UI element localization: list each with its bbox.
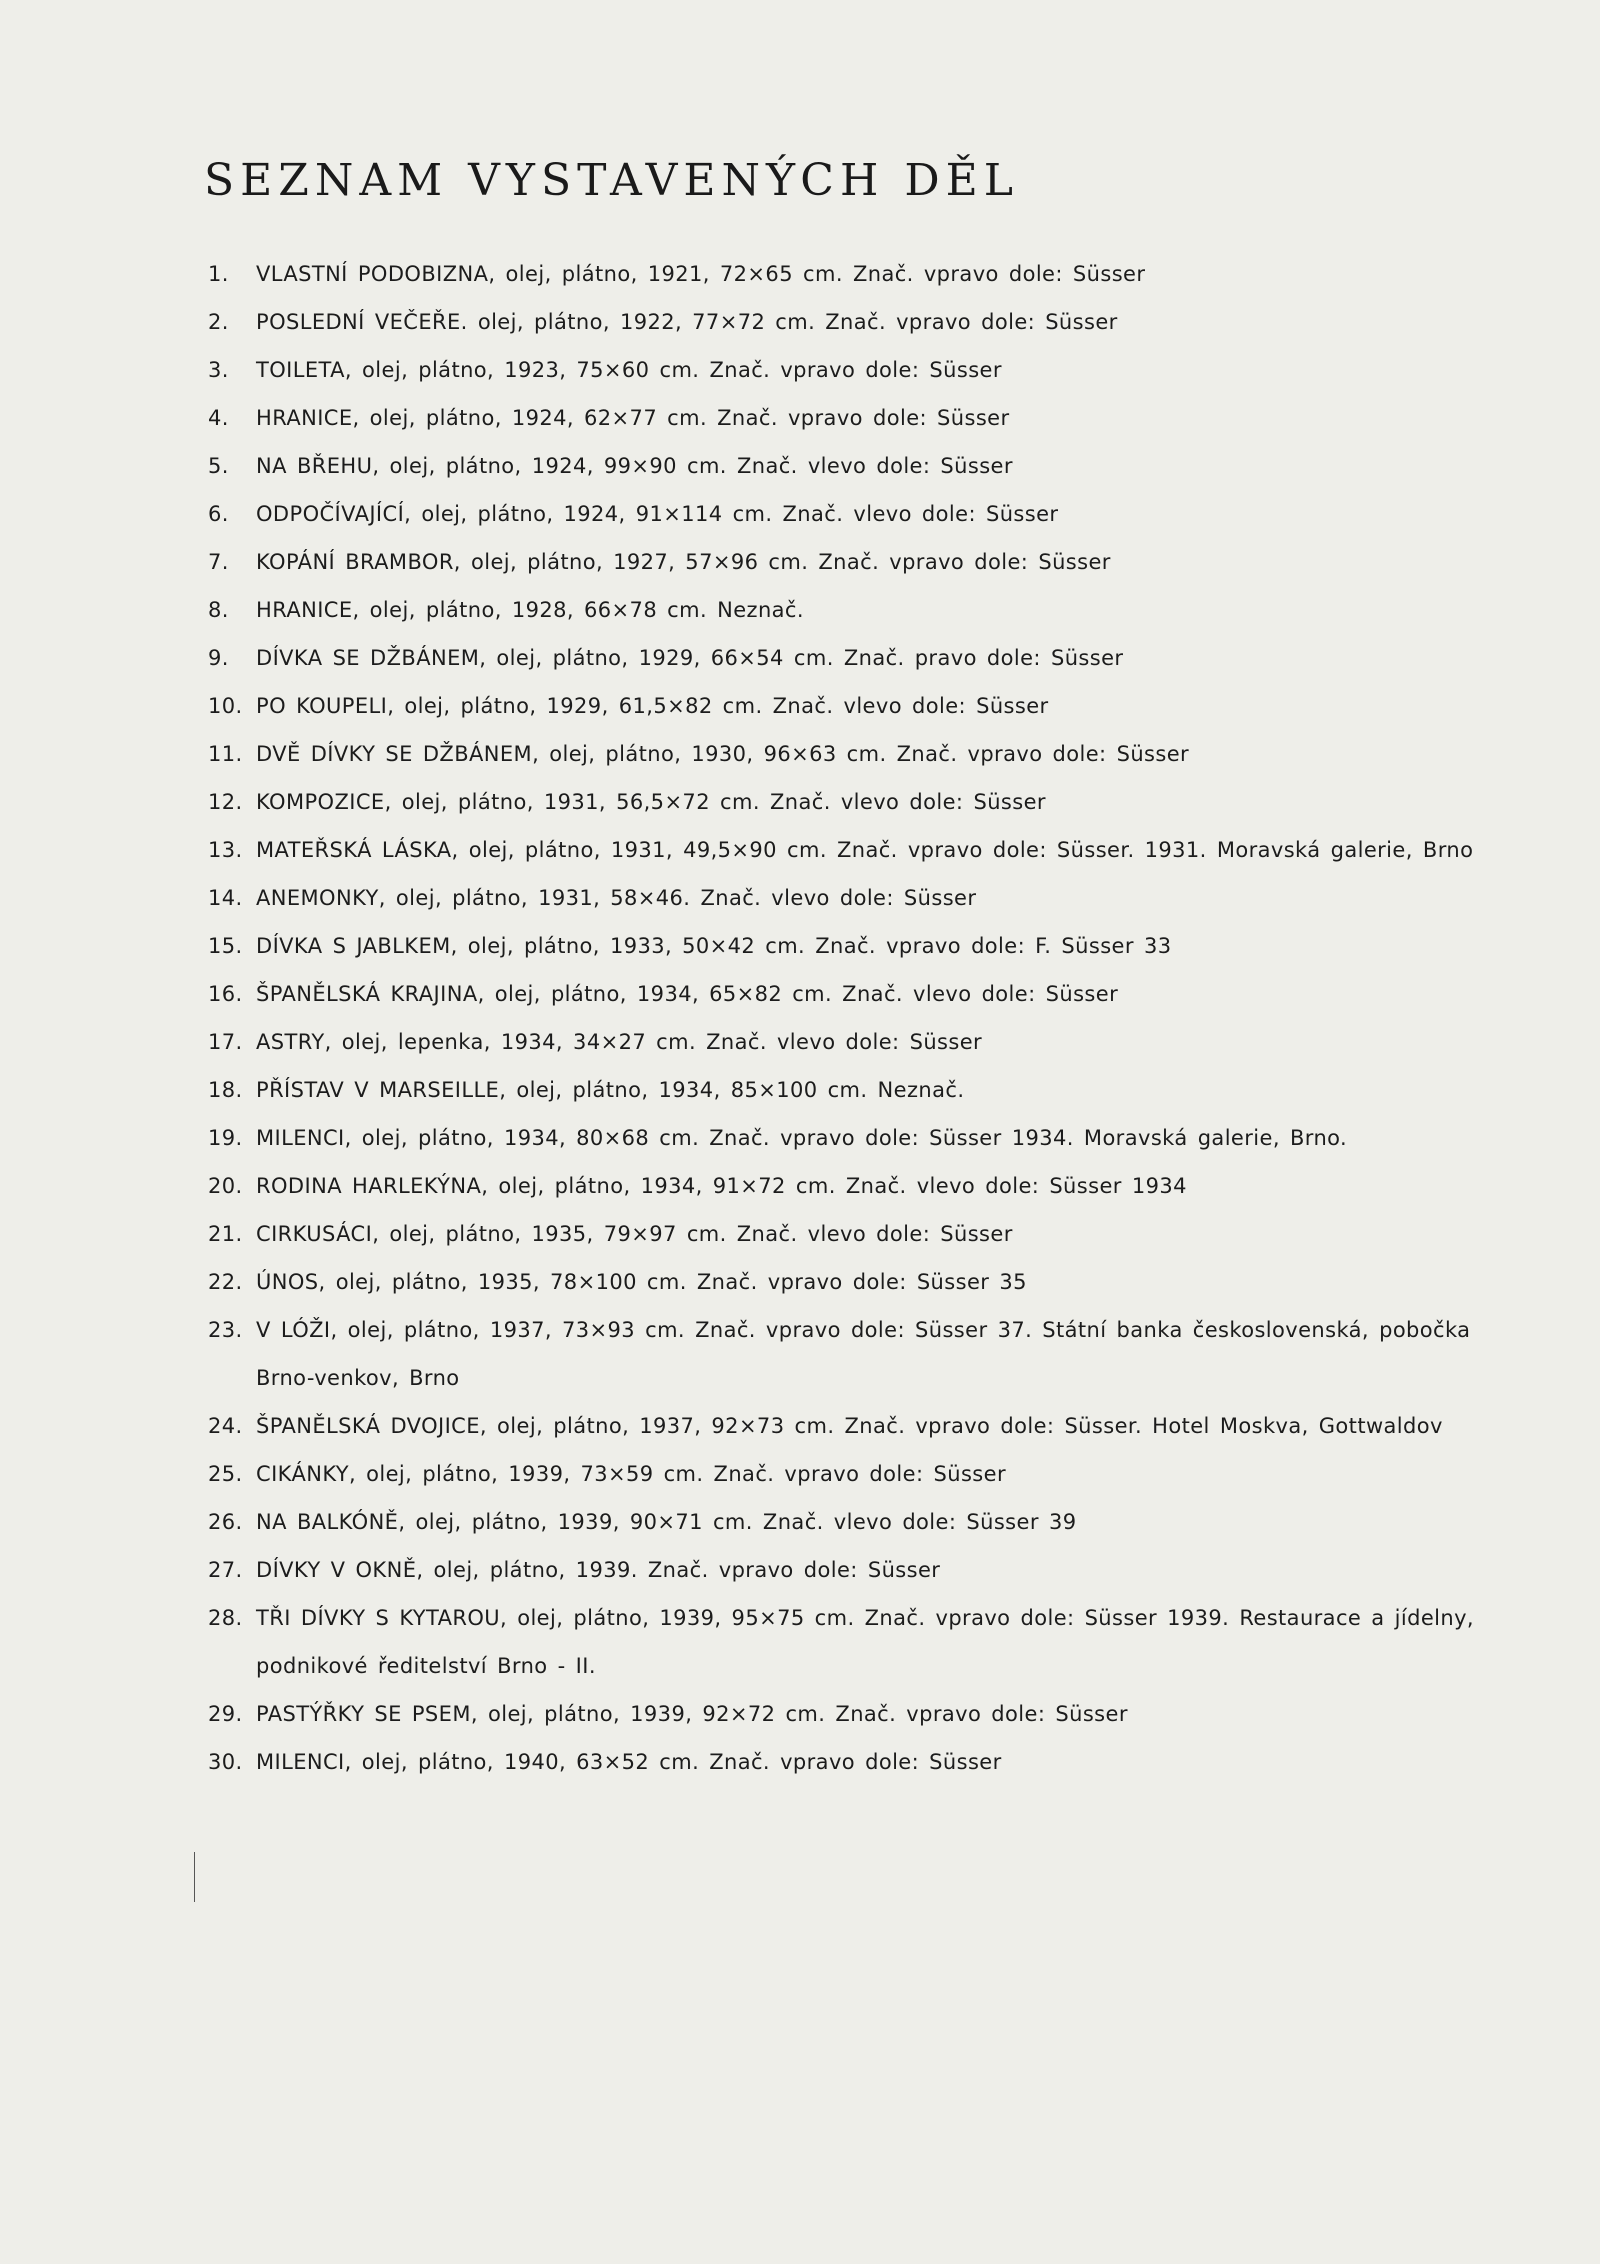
item-text: KOMPOZICE, olej, plátno, 1931, 56,5×72 cm. Znač. vlevo dole: Süsser (256, 790, 1046, 814)
item-number: 6. (208, 502, 229, 526)
list-item (200, 1546, 1500, 1594)
item-number: 15. (208, 934, 243, 958)
list-item (200, 778, 1500, 826)
list-item (200, 1738, 1500, 1786)
list-item (200, 1498, 1500, 1546)
list-item (200, 826, 1500, 874)
list-item (200, 394, 1500, 442)
item-text: NA BŘEHU, olej, plátno, 1924, 99×90 cm. Znač. vlevo dole: Süsser (256, 454, 1013, 478)
item-number: 16. (208, 982, 243, 1006)
list-item (200, 1018, 1500, 1066)
item-text: HRANICE, olej, plátno, 1928, 66×78 cm. Neznač. (256, 598, 804, 622)
item-text: VLASTNÍ PODOBIZNA, olej, plátno, 1921, 72×65 cm. Znač. vpravo dole: Süsser (256, 262, 1146, 286)
item-text: ASTRY, olej, lepenka, 1934, 34×27 cm. Znač. vlevo dole: Süsser (256, 1030, 983, 1054)
list-item (200, 1450, 1500, 1498)
item-number: 7. (208, 550, 229, 574)
item-number: 18. (208, 1078, 243, 1102)
item-number: 21. (208, 1222, 243, 1246)
item-number: 20. (208, 1174, 243, 1198)
item-number: 26. (208, 1510, 243, 1534)
item-text: DÍVKA S JABLKEM, olej, plátno, 1933, 50×42 cm. Znač. vpravo dole: F. Süsser 33 (256, 934, 1172, 958)
works-list (200, 250, 1500, 1786)
item-number: 22. (208, 1270, 243, 1294)
item-number: 30. (208, 1750, 243, 1774)
item-text: RODINA HARLEKÝNA, olej, plátno, 1934, 91×72 cm. Znač. vlevo dole: Süsser 1934 (256, 1174, 1187, 1198)
list-item (200, 874, 1500, 922)
list-item (200, 1306, 1500, 1402)
item-number: 1. (208, 262, 229, 286)
item-number: 11. (208, 742, 243, 766)
item-number: 14. (208, 886, 243, 910)
item-text: POSLEDNÍ VEČEŘE. olej, plátno, 1922, 77×72 cm. Znač. vpravo dole: Süsser (256, 310, 1118, 334)
list-item (200, 1402, 1500, 1450)
item-number: 29. (208, 1702, 243, 1726)
item-text: PASTÝŘKY SE PSEM, olej, plátno, 1939, 92×72 cm. Znač. vpravo dole: Süsser (256, 1702, 1128, 1726)
item-number: 12. (208, 790, 243, 814)
list-item (200, 1258, 1500, 1306)
list-item (200, 1066, 1500, 1114)
list-item (200, 922, 1500, 970)
item-number: 27. (208, 1558, 243, 1582)
list-item (200, 682, 1500, 730)
list-item (200, 250, 1500, 298)
item-text: ANEMONKY, olej, plátno, 1931, 58×46. Znač. vlevo dole: Süsser (256, 886, 977, 910)
item-text: V LÓŽI, olej, plátno, 1937, 73×93 cm. Znač. vpravo dole: Süsser 37. Státní banka československá, pobočka Brno-venkov, Brno (256, 1318, 1471, 1390)
item-number: 13. (208, 838, 243, 862)
item-text: CIKÁNKY, olej, plátno, 1939, 73×59 cm. Znač. vpravo dole: Süsser (256, 1462, 1006, 1486)
item-number: 23. (208, 1318, 243, 1342)
list-item (200, 346, 1500, 394)
item-text: DÍVKY V OKNĚ, olej, plátno, 1939. Znač. vpravo dole: Süsser (256, 1558, 941, 1582)
item-text: PŘÍSTAV V MARSEILLE, olej, plátno, 1934, 85×100 cm. Neznač. (256, 1078, 965, 1102)
item-number: 17. (208, 1030, 243, 1054)
item-text: ODPOČÍVAJÍCÍ, olej, plátno, 1924, 91×114 cm. Znač. vlevo dole: Süsser (256, 502, 1059, 526)
item-number: 28. (208, 1606, 243, 1630)
list-item (200, 442, 1500, 490)
item-text: NA BALKÓNĚ, olej, plátno, 1939, 90×71 cm. Znač. vlevo dole: Süsser 39 (256, 1510, 1077, 1534)
item-text: TŘI DÍVKY S KYTAROU, olej, plátno, 1939, 95×75 cm. Znač. vpravo dole: Süsser 1939. Restaurace a jídelny, podnikové ředitelství Brno - II. (256, 1606, 1475, 1678)
item-text: MATEŘSKÁ LÁSKA, olej, plátno, 1931, 49,5×90 cm. Znač. vpravo dole: Süsser. 1931. Moravská galerie, Brno (256, 838, 1474, 862)
item-number: 10. (208, 694, 243, 718)
list-item (200, 1114, 1500, 1162)
item-text: DÍVKA SE DŽBÁNEM, olej, plátno, 1929, 66×54 cm. Znač. pravo dole: Süsser (256, 646, 1124, 670)
item-text: DVĚ DÍVKY SE DŽBÁNEM, olej, plátno, 1930, 96×63 cm. Znač. vpravo dole: Süsser (256, 742, 1190, 766)
item-text: HRANICE, olej, plátno, 1924, 62×77 cm. Znač. vpravo dole: Süsser (256, 406, 1010, 430)
item-text: CIRKUSÁCI, olej, plátno, 1935, 79×97 cm. Znač. vlevo dole: Süsser (256, 1222, 1013, 1246)
list-item (200, 298, 1500, 346)
item-text: ÚNOS, olej, plátno, 1935, 78×100 cm. Znač. vpravo dole: Süsser 35 (256, 1270, 1027, 1294)
list-item (200, 730, 1500, 778)
item-number: 4. (208, 406, 229, 430)
item-text: TOILETA, olej, plátno, 1923, 75×60 cm. Znač. vpravo dole: Süsser (256, 358, 1002, 382)
list-item (200, 1210, 1500, 1258)
list-item (200, 970, 1500, 1018)
item-number: 24. (208, 1414, 243, 1438)
item-number: 9. (208, 646, 229, 670)
page-title: SEZNAM VYSTAVENÝCH DĚL (204, 155, 1019, 206)
item-number: 2. (208, 310, 229, 334)
item-text: ŠPANĚLSKÁ DVOJICE, olej, plátno, 1937, 92×73 cm. Znač. vpravo dole: Süsser. Hotel Moskva, Gottwaldov (256, 1414, 1443, 1438)
item-number: 3. (208, 358, 229, 382)
item-number: 19. (208, 1126, 243, 1150)
item-text: MILENCI, olej, plátno, 1934, 80×68 cm. Znač. vpravo dole: Süsser 1934. Moravská galerie, Brno. (256, 1126, 1348, 1150)
list-item (200, 1690, 1500, 1738)
margin-mark (194, 1852, 195, 1902)
list-item (200, 586, 1500, 634)
list-item (200, 1594, 1500, 1690)
list-item (200, 538, 1500, 586)
item-text: ŠPANĚLSKÁ KRAJINA, olej, plátno, 1934, 65×82 cm. Znač. vlevo dole: Süsser (256, 982, 1119, 1006)
list-item (200, 634, 1500, 682)
list-item (200, 1162, 1500, 1210)
item-number: 25. (208, 1462, 243, 1486)
item-number: 5. (208, 454, 229, 478)
item-text: KOPÁNÍ BRAMBOR, olej, plátno, 1927, 57×96 cm. Znač. vpravo dole: Süsser (256, 550, 1111, 574)
list-item (200, 490, 1500, 538)
item-text: MILENCI, olej, plátno, 1940, 63×52 cm. Znač. vpravo dole: Süsser (256, 1750, 1002, 1774)
item-number: 8. (208, 598, 229, 622)
item-text: PO KOUPELI, olej, plátno, 1929, 61,5×82 cm. Znač. vlevo dole: Süsser (256, 694, 1049, 718)
